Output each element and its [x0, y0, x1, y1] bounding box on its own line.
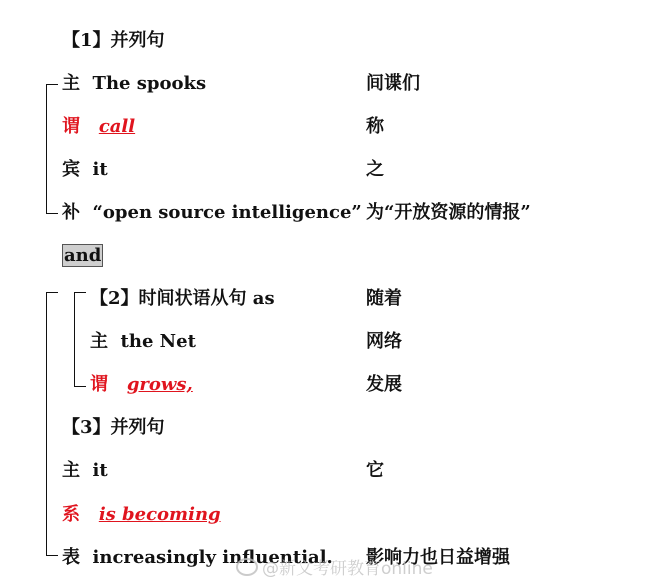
predicative-text: increasingly influential.	[92, 547, 333, 568]
predicate-label: 谓	[90, 374, 108, 395]
subject-text: it	[92, 460, 108, 481]
subject-translation: 间谍们	[366, 73, 420, 94]
section2-title-translation: 随着	[366, 288, 402, 309]
section2-title: 【2】时间状语从句 as	[90, 288, 275, 309]
predicate-label: 谓	[62, 116, 80, 137]
clause1-complement-row	[62, 202, 362, 224]
conjunction-text: and	[64, 245, 102, 266]
bracket-inner2-bottom	[74, 386, 86, 387]
subject-translation: 它	[366, 460, 384, 481]
subject-label: 主	[90, 331, 108, 352]
conjunction-and	[62, 245, 103, 267]
bracket-clause1-top	[46, 84, 58, 85]
section3-title: 【3】并列句	[62, 417, 165, 438]
subject-translation: 网络	[366, 331, 402, 352]
subject-text: The spooks	[92, 73, 207, 94]
complement-text: “open source intelligence”	[92, 202, 362, 223]
subject-label: 主	[62, 460, 80, 481]
link-verb-text: is becoming	[98, 504, 221, 525]
object-translation: 之	[366, 159, 384, 180]
object-text: it	[92, 159, 108, 180]
section1-title: 【1】并列句	[62, 30, 165, 51]
subject-text: the Net	[120, 331, 196, 352]
section3-subject-row	[62, 460, 108, 482]
object-label: 宾	[62, 159, 80, 180]
bracket-outer2-bottom	[46, 555, 58, 556]
link-verb-label: 系	[62, 504, 80, 525]
weibo-logo-icon	[236, 558, 258, 576]
watermark-text: @新文考研教育online	[262, 559, 433, 579]
section3-link-row	[62, 504, 221, 526]
bracket-clause1	[46, 84, 47, 214]
section2-subject-row	[90, 331, 196, 353]
complement-translation: 为“开放资源的情报”	[366, 202, 531, 223]
bracket-clause1-bottom	[46, 213, 58, 214]
bracket-outer2	[46, 292, 47, 556]
watermark	[236, 554, 433, 579]
predicate-translation: 发展	[366, 374, 402, 395]
complement-label: 补	[62, 202, 80, 223]
section2-predicate-row	[90, 374, 193, 396]
bracket-inner2-top	[74, 292, 86, 293]
bracket-outer2-top	[46, 292, 58, 293]
predicative-translation: 影响力也日益增强	[366, 547, 510, 568]
clause1-predicate-row	[62, 116, 135, 138]
subject-label: 主	[62, 73, 80, 94]
clause1-object-row	[62, 159, 108, 181]
predicate-translation: 称	[366, 116, 384, 137]
predicate-text: grows,	[126, 374, 193, 395]
bracket-inner2	[74, 292, 75, 387]
predicate-text: call	[98, 116, 136, 137]
predicative-label: 表	[62, 547, 80, 568]
clause1-subject-row	[62, 73, 206, 95]
